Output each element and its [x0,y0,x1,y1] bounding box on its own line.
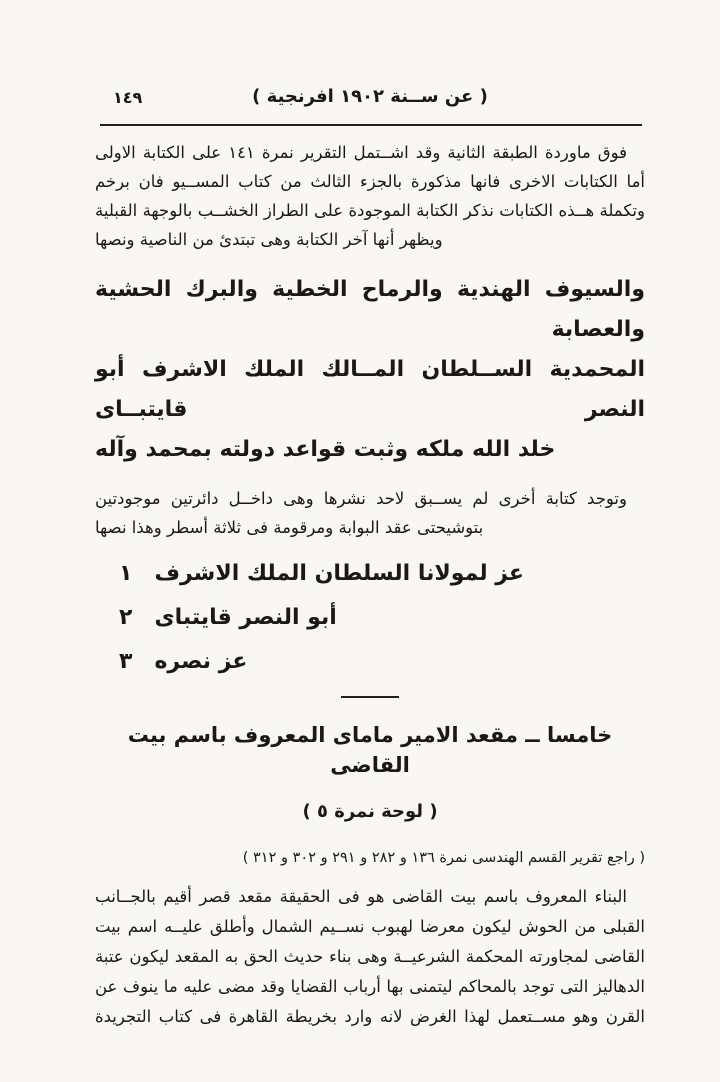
list-item-text: عز لمولانا السلطان الملك الاشرف [154,561,524,586]
running-title: ( عن ســنة ١٩٠٢ افرنجية ) [252,86,488,107]
body-line: الدهاليز التى توجد بالمحاكم ليتمنى بها أرباب القضايا وقد مضى عليه ما ينوف عن [95,977,645,996]
inscription-line: خلد الله ملكه وثبت قواعد دولته بمحمد وآله [95,437,556,462]
numbered-inscription-list [95,552,645,684]
list-item [119,596,645,640]
list-item [119,552,645,596]
second-inscription-note [95,484,645,542]
reference-note: ( راجع تقرير القسم الهندسى نمرة ١٣٦ و ٢٨٢ و ٢٩١ و ٣٠٢ و ٣١٢ ) [242,850,645,866]
page-body [95,138,645,1032]
page-header [95,86,645,112]
body-line: القرن وهو مســتعمل لهذا الغرض لانه وارد بخريطة القاهرة فى كتاب التجريدة [95,1007,645,1026]
inscription-line: والسيوف الهندية والرماح الخطية والبرك الحشية والعصابة [95,277,645,342]
inscription-paragraph [95,270,645,470]
body-line: القبلى من الحوش ليكون معرضا لهبوب نســيم الشمال وأطلق عليــه اسم بيت [95,917,645,936]
inscription-line: المحمدية الســلطان المــالك الملك الاشرف أبو النصر قايتبــاى [95,357,645,422]
intro-line: فوق ماوردة الطبقة الثانية وقد اشــتمل التقرير نمرة ١٤١ على الكتابة الاولى [95,143,627,162]
body-line: البناء المعروف باسم بيت القاضى هو فى الحقيقة مقعد قصر أقيم بالجــانب [95,887,627,906]
list-item-number: ٣ [119,649,133,674]
note-line: وتوجد كتابة أخرى لم يســبق لاحد نشرها وهى داخــل دائرتين موجودتين [95,489,627,508]
section-heading: خامسا ــ مقعد الامير ماماى المعروف باسم بيت القاضى [127,723,613,777]
section-body-paragraph [95,882,645,1032]
note-line: بتوشيحتى عقد البوابة ومرقومة فى ثلاثة أسطر وهذا نصها [95,518,484,537]
list-item-text: أبو النصر قايتباى [154,605,337,630]
page-number: ١٤٩ [113,88,143,107]
section-separator [341,696,399,698]
body-line: القاضى لمجاورته المحكمة الشرعيــة وهى بناء حديث الحق به المقعد ليكون عتبة [95,947,645,966]
list-item-number: ١ [119,561,133,586]
intro-line: أما الكتابات الاخرى فانها مذكورة بالجزء الثالث من كتاب المســيو فان برخم [95,172,645,191]
intro-paragraph [95,138,645,254]
intro-line: وتكملة هــذه الكتابات نذكر الكتابة الموجودة على الطراز الخشــب بالوجهة القبلية [95,201,645,220]
plate-note: ( لوحة نمرة ٥ ) [302,801,438,822]
list-item [119,640,645,684]
header-rule [100,124,642,126]
intro-line: ويظهر أنها آخر الكتابة وهى تبتدئ من الناصية ونصها [95,230,443,249]
list-item-text: عز نصره [154,649,248,674]
list-item-number: ٢ [119,605,133,630]
